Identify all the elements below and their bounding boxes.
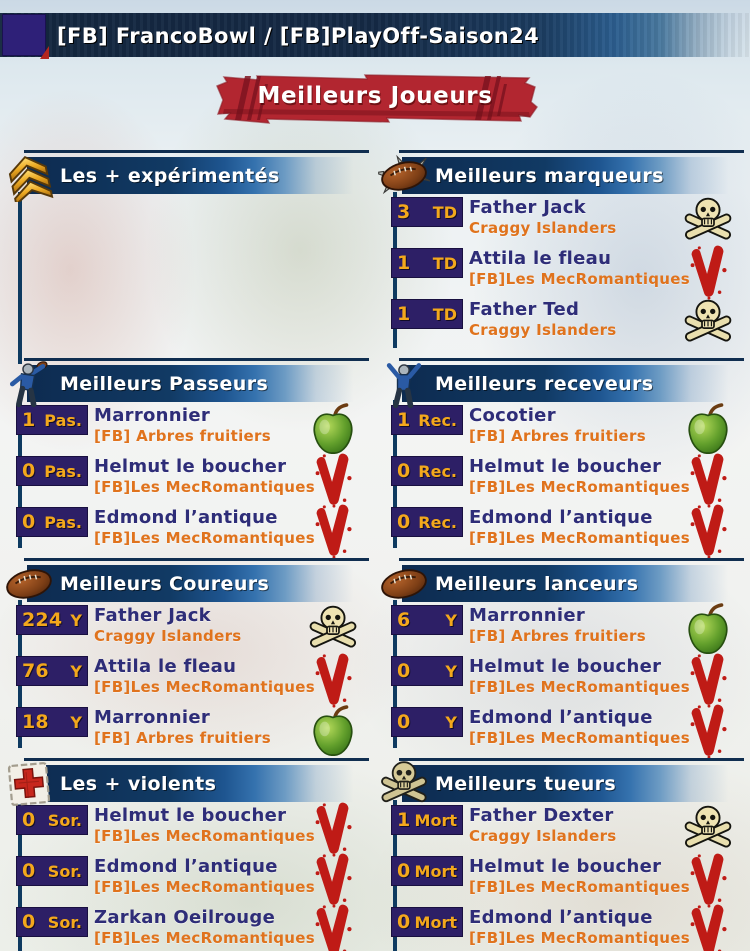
team-name: [FB]Les MecRomantiques — [94, 677, 315, 696]
team-name: Craggy Islanders — [94, 626, 242, 645]
player-row — [391, 907, 744, 951]
stat-unit: Y — [445, 661, 457, 681]
stat-value-box — [16, 507, 88, 537]
player-name: Edmond l’antique — [94, 507, 278, 528]
stat-unit: Pas. — [44, 512, 82, 532]
team-name: [FB]Les MecRomantiques — [469, 728, 690, 747]
player-row — [391, 856, 744, 907]
stat-value: 1 — [22, 409, 36, 431]
spiked-football-icon — [378, 150, 430, 202]
stat-value-box — [391, 248, 463, 278]
player-row — [16, 507, 369, 558]
stat-value: 0 — [397, 660, 411, 682]
green-apple-icon — [684, 401, 732, 457]
stat-unit: Rec. — [418, 410, 457, 430]
stat-unit: TD — [432, 202, 457, 222]
player-name: Edmond l’antique — [469, 707, 653, 728]
section-title: Meilleurs tueurs — [435, 772, 617, 795]
player-name: Helmut le boucher — [94, 805, 287, 826]
team-name: [FB]Les MecRomantiques — [469, 677, 690, 696]
stat-unit: Y — [70, 661, 82, 681]
breadcrumb[interactable]: [FB] FrancoBowl / [FB]PlayOff-Saison24 — [57, 24, 540, 48]
sections-grid — [0, 150, 750, 951]
player-throw-icon — [3, 358, 55, 410]
stat-unit: Pas. — [44, 461, 82, 481]
player-catch-icon — [378, 358, 430, 410]
skull-crossbones-icon — [684, 801, 732, 857]
team-name: [FB] Arbres fruitiers — [469, 426, 646, 445]
player-row — [391, 456, 744, 507]
stat-value-box — [391, 907, 463, 937]
stat-unit: TD — [432, 304, 457, 324]
stat-value-box — [391, 656, 463, 686]
stat-value-box — [391, 507, 463, 537]
stat-unit: Mort — [414, 810, 457, 830]
team-name: [FB] Arbres fruitiers — [94, 728, 271, 747]
league-header-bar — [0, 13, 750, 57]
football-icon — [3, 558, 55, 610]
section-header-bar — [402, 565, 742, 602]
team-name: [FB] Arbres fruitiers — [94, 426, 271, 445]
skull-crossbones-icon — [684, 295, 732, 351]
team-name: [FB] Arbres fruitiers — [469, 626, 646, 645]
player-row — [16, 707, 369, 758]
stat-value: 0 — [397, 860, 411, 882]
player-name: Cocotier — [469, 405, 556, 426]
page-title: Meilleurs Joueurs — [257, 83, 493, 109]
skull-crossbones-icon — [309, 601, 357, 657]
team-name: Craggy Islanders — [469, 218, 617, 237]
section-divider — [24, 150, 369, 153]
section-title: Les + expérimentés — [60, 164, 280, 187]
team-name: Craggy Islanders — [469, 320, 617, 339]
page-title-ribbon — [207, 74, 543, 126]
player-name: Helmut le boucher — [469, 856, 662, 877]
rank-chevrons-icon — [3, 150, 55, 202]
stat-unit: Rec. — [418, 512, 457, 532]
football-icon — [378, 558, 430, 610]
league-corner-accent — [40, 46, 49, 59]
section-meilleurs-tueurs — [375, 758, 750, 951]
section-les-plus-violents — [0, 758, 375, 951]
stat-value: 0 — [22, 911, 36, 933]
stat-value: 76 — [22, 660, 49, 682]
stat-unit: Sor. — [47, 912, 82, 932]
player-name: Father Jack — [94, 605, 211, 626]
blood-splatter-v-icon — [309, 852, 357, 908]
section-title: Meilleurs lanceurs — [435, 572, 639, 595]
section-title: Meilleurs receveurs — [435, 372, 654, 395]
player-row — [16, 656, 369, 707]
section-meilleurs-marqueurs — [375, 150, 750, 358]
stat-value: 224 — [22, 609, 63, 631]
team-name: [FB]Les MecRomantiques — [94, 928, 315, 947]
player-name: Helmut le boucher — [469, 456, 662, 477]
section-divider — [399, 558, 744, 561]
section-header-bar — [27, 365, 367, 402]
team-name: [FB]Les MecRomantiques — [94, 528, 315, 547]
stat-value: 0 — [397, 711, 411, 733]
stat-value-box — [391, 299, 463, 329]
player-row — [16, 907, 369, 951]
section-title: Meilleurs Coureurs — [60, 572, 270, 595]
player-row — [391, 248, 744, 299]
stat-unit: Mort — [414, 861, 457, 881]
team-name: [FB]Les MecRomantiques — [94, 826, 315, 845]
stat-value-box — [391, 456, 463, 486]
blood-splatter-v-icon — [309, 452, 357, 508]
player-name: Marronnier — [94, 707, 211, 728]
stat-unit: Y — [445, 712, 457, 732]
stat-value: 0 — [22, 511, 36, 533]
green-apple-icon — [309, 401, 357, 457]
team-name: [FB]Les MecRomantiques — [469, 528, 690, 547]
player-row — [16, 805, 369, 856]
section-divider — [399, 150, 744, 153]
stat-unit: Y — [445, 610, 457, 630]
stat-unit: Pas. — [44, 410, 82, 430]
player-row — [391, 805, 744, 856]
stat-unit: Y — [70, 610, 82, 630]
section-title: Meilleurs marqueurs — [435, 164, 664, 187]
section-rule-line — [18, 192, 22, 364]
player-name: Marronnier — [94, 405, 211, 426]
section-header-bar — [27, 565, 367, 602]
player-row — [16, 405, 369, 456]
blood-splatter-v-icon — [684, 852, 732, 908]
stat-unit: TD — [432, 253, 457, 273]
stat-value: 18 — [22, 711, 49, 733]
blood-splatter-v-icon — [309, 503, 357, 559]
section-les-plus-experimentes — [0, 150, 375, 358]
section-divider — [399, 358, 744, 361]
section-meilleurs-passeurs — [0, 358, 375, 558]
section-header-bar — [27, 157, 367, 194]
player-row — [16, 856, 369, 907]
section-divider — [24, 758, 369, 761]
section-divider — [399, 758, 744, 761]
team-name: [FB]Les MecRomantiques — [469, 269, 690, 288]
stat-value: 0 — [22, 860, 36, 882]
stat-unit: Mort — [414, 912, 457, 932]
stat-value-box — [16, 456, 88, 486]
player-name: Father Ted — [469, 299, 580, 320]
team-name: [FB]Les MecRomantiques — [469, 877, 690, 896]
player-name: Edmond l’antique — [469, 507, 653, 528]
player-name: Edmond l’antique — [94, 856, 278, 877]
section-header-bar — [27, 765, 367, 802]
stat-value: 1 — [397, 303, 411, 325]
stat-value: 0 — [22, 460, 36, 482]
stat-value: 0 — [22, 809, 36, 831]
stat-unit: Sor. — [47, 810, 82, 830]
section-meilleurs-lanceurs — [375, 558, 750, 758]
green-apple-icon — [684, 601, 732, 657]
player-name: Zarkan Oeilrouge — [94, 907, 276, 928]
section-divider — [24, 558, 369, 561]
blood-splatter-v-icon — [309, 652, 357, 708]
player-name: Attila le fleau — [469, 248, 612, 269]
stat-value: 0 — [397, 460, 411, 482]
section-meilleurs-receveurs — [375, 358, 750, 558]
stat-value: 1 — [397, 252, 411, 274]
blood-splatter-v-icon — [684, 903, 732, 951]
player-row — [391, 197, 744, 248]
player-name: Father Dexter — [469, 805, 614, 826]
blood-splatter-v-icon — [309, 801, 357, 857]
skull-crossbones-icon — [684, 193, 732, 249]
stat-value-box — [391, 856, 463, 886]
stat-value: 6 — [397, 609, 411, 631]
stat-value-box — [16, 707, 88, 737]
player-row — [391, 405, 744, 456]
section-header-bar — [402, 365, 742, 402]
player-name: Father Jack — [469, 197, 586, 218]
blood-splatter-v-icon — [309, 903, 357, 951]
player-name: Marronnier — [469, 605, 586, 626]
player-row — [391, 707, 744, 758]
stat-value: 3 — [397, 201, 411, 223]
stat-value-box — [391, 707, 463, 737]
green-apple-icon — [309, 703, 357, 759]
player-name: Helmut le boucher — [94, 456, 287, 477]
team-name: [FB]Les MecRomantiques — [94, 877, 315, 896]
player-row — [391, 299, 744, 350]
section-header-bar — [402, 157, 742, 194]
team-name: [FB]Les MecRomantiques — [94, 477, 315, 496]
blood-splatter-v-icon — [684, 503, 732, 559]
stat-unit: Sor. — [47, 861, 82, 881]
player-row — [16, 456, 369, 507]
player-name: Edmond l’antique — [469, 907, 653, 928]
team-name: [FB]Les MecRomantiques — [469, 477, 690, 496]
medic-cross-icon — [3, 758, 55, 810]
player-row — [16, 605, 369, 656]
player-row — [391, 605, 744, 656]
stat-unit: Y — [70, 712, 82, 732]
player-name: Attila le fleau — [94, 656, 237, 677]
blood-splatter-v-icon — [684, 452, 732, 508]
stat-value: 1 — [397, 809, 411, 831]
skull-crossbones-dark-icon — [378, 758, 430, 810]
player-row — [391, 656, 744, 707]
stat-value: 1 — [397, 409, 411, 431]
team-name: [FB]Les MecRomantiques — [469, 928, 690, 947]
blood-splatter-v-icon — [684, 244, 732, 300]
stat-value-box — [16, 656, 88, 686]
player-name: Helmut le boucher — [469, 656, 662, 677]
blood-splatter-v-icon — [684, 652, 732, 708]
section-title: Les + violents — [60, 772, 217, 795]
team-name: Craggy Islanders — [469, 826, 617, 845]
player-row — [391, 507, 744, 558]
section-divider — [24, 358, 369, 361]
section-meilleurs-coureurs — [0, 558, 375, 758]
blood-splatter-v-icon — [684, 703, 732, 759]
stat-value: 0 — [397, 511, 411, 533]
section-header-bar — [402, 765, 742, 802]
stat-value-box — [16, 856, 88, 886]
stat-value-box — [16, 907, 88, 937]
stat-value: 0 — [397, 911, 411, 933]
stat-unit: Rec. — [418, 461, 457, 481]
section-title: Meilleurs Passeurs — [60, 372, 269, 395]
